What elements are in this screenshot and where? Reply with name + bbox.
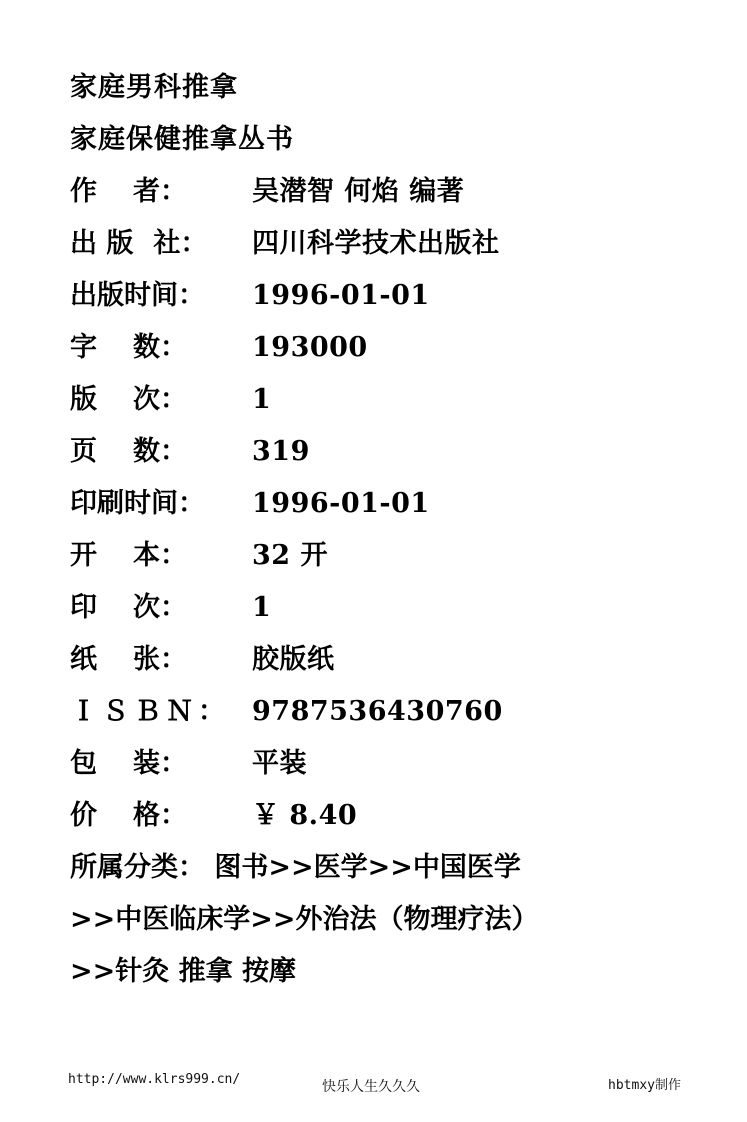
field-packaging-value: 平装	[252, 748, 307, 779]
field-paper-value: 胶版纸	[252, 644, 335, 675]
field-impression-value: 1	[252, 592, 272, 623]
field-edition-label: 版 次：	[70, 384, 187, 415]
field-format-value: 32 开	[252, 540, 328, 571]
footer-url[interactable]: http://www.klrs999.cn/	[68, 1072, 241, 1087]
field-publisher-label: 出 版 社：	[70, 228, 208, 259]
book-title: 家庭男科推拿	[70, 72, 238, 103]
field-word-count-label: 字 数：	[70, 332, 187, 363]
book-info-block	[70, 62, 690, 998]
field-publisher-value: 四川科学技术出版社	[252, 228, 500, 259]
field-print-date-label: 印刷时间：	[70, 488, 205, 519]
book-series: 家庭保健推拿丛书	[70, 124, 294, 155]
field-word-count	[70, 322, 690, 374]
field-packaging	[70, 738, 690, 790]
field-page-count	[70, 426, 690, 478]
footer-slogan: 快乐人生久久久	[322, 1079, 420, 1095]
field-paper-label: 纸 张：	[70, 644, 187, 675]
field-isbn-label: ＩＳＢＮ：	[70, 696, 230, 727]
field-category-label: 所属分类：	[70, 852, 205, 883]
footer-credit: hbtmxy制作	[608, 1078, 681, 1093]
field-publisher	[70, 218, 690, 270]
field-publish-date	[70, 270, 690, 322]
field-price-label: 价 格：	[70, 800, 187, 831]
field-isbn	[70, 686, 690, 738]
field-category	[70, 842, 690, 998]
field-category-value-2: >>中医临床学>>外治法（物理疗法）	[70, 904, 539, 935]
field-author-value: 吴潜智 何焰 编著	[252, 176, 465, 207]
field-publish-date-label: 出版时间：	[70, 280, 205, 311]
field-author-label: 作 者：	[70, 176, 187, 207]
field-page-count-label: 页 数：	[70, 436, 187, 467]
field-impression-label: 印 次：	[70, 592, 187, 623]
field-author	[70, 166, 690, 218]
field-packaging-label: 包 装：	[70, 748, 187, 779]
field-print-date	[70, 478, 690, 530]
field-category-value-1: 图书>>医学>>中国医学	[214, 852, 521, 883]
field-print-date-value: 1996-01-01	[252, 488, 430, 519]
field-format	[70, 530, 690, 582]
field-price-value: ￥ 8.40	[252, 800, 358, 831]
field-publish-date-value: 1996-01-01	[252, 280, 430, 311]
field-category-line1	[70, 842, 690, 894]
page-footer	[0, 1068, 747, 1108]
field-word-count-value: 193000	[252, 332, 368, 363]
field-isbn-value: 9787536430760	[252, 696, 503, 727]
field-edition	[70, 374, 690, 426]
field-paper	[70, 634, 690, 686]
field-category-value-3: >>针灸 推拿 按摩	[70, 956, 297, 987]
field-edition-value: 1	[252, 384, 272, 415]
field-format-label: 开 本：	[70, 540, 187, 571]
field-price	[70, 790, 690, 842]
field-impression	[70, 582, 690, 634]
field-page-count-value: 319	[252, 436, 310, 467]
